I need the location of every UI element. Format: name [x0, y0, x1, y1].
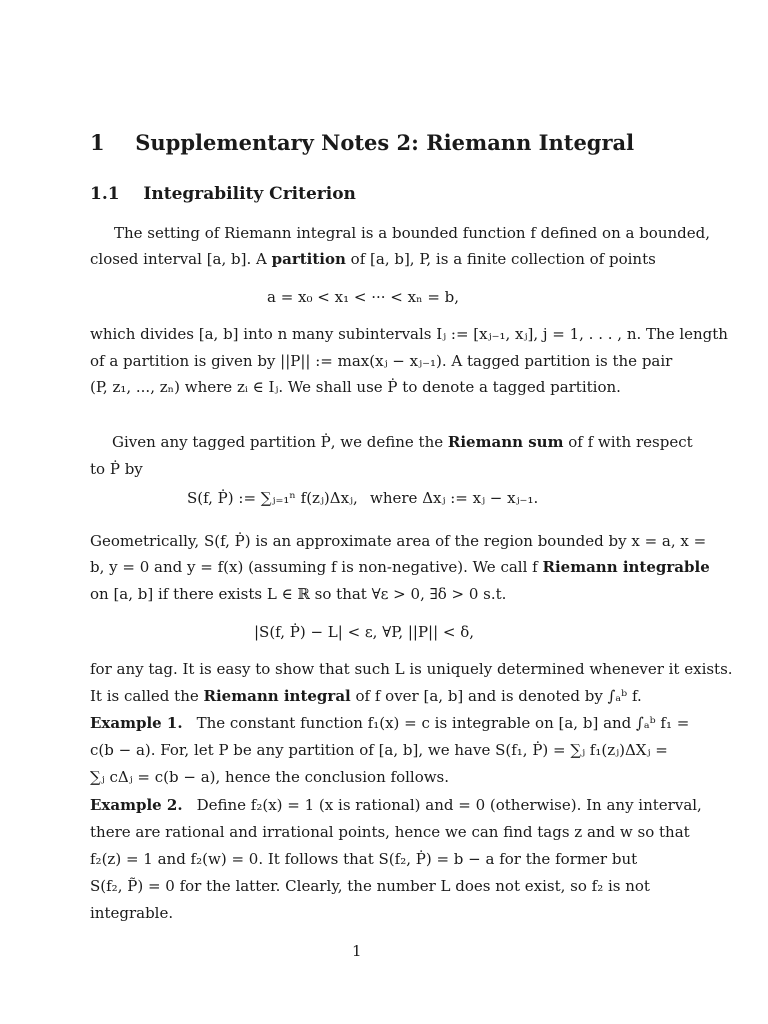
term-riemann-sum: Riemann sum	[447, 433, 564, 451]
section-title: Supplementary Notes 2: Riemann Integral	[135, 130, 635, 155]
text-span: Given any tagged partition Ṗ, we define the	[112, 433, 448, 451]
text-line: integrable.	[90, 904, 174, 922]
text-line: of a partition is given by ||P|| := max(xⱼ − xⱼ₋₁). A tagged partition is the pair	[90, 352, 673, 370]
text-line: f₂(z) = 1 and f₂(w) = 0. It follows that S(f₂, Ṗ) = b − a for the former but	[90, 850, 638, 868]
text-line: c(b − a). For, let P be any partition of [a, b], we have S(f₁, Ṗ) = ∑ⱼ f₁(zⱼ)ΔXⱼ =	[90, 741, 668, 759]
example-1-line	[90, 713, 689, 733]
text-line	[90, 686, 642, 706]
text-line: there are rational and irrational points, hence we can find tags z and w so that	[90, 823, 690, 841]
subsection-heading	[90, 184, 356, 204]
text-span: of [a, b], P, is a finite collection of points	[345, 250, 656, 268]
display-equation: where Δxⱼ := xⱼ − xⱼ₋₁.	[370, 489, 539, 507]
text-span: of f with respect	[563, 433, 693, 451]
text-span: closed interval [a, b]. A	[90, 250, 272, 268]
text-line: (P, z₁, ..., zₙ) where zᵢ ∈ Iⱼ. We shall use Ṗ to denote a tagged partition.	[90, 378, 621, 396]
text-line	[90, 557, 710, 577]
display-equation: S(f, Ṗ) := ∑ⱼ₌₁ⁿ f(zⱼ)Δxⱼ,	[187, 489, 358, 507]
section-number: 1	[90, 130, 105, 155]
text-line: S(f₂, P̃) = 0 for the latter. Clearly, the number L does not exist, so f₂ is not	[90, 877, 650, 895]
term-partition: partition	[271, 250, 346, 268]
text-span: of f over [a, b] and is denoted by ∫ₐᵇ f.	[350, 687, 642, 705]
example-label: Example 1.	[90, 714, 183, 732]
section-heading	[90, 130, 635, 155]
term-riemann-integrable: Riemann integrable	[542, 558, 710, 576]
text-line	[90, 249, 656, 269]
text-line: Geometrically, S(f, Ṗ) is an approximate area of the region bounded by x = a, x =	[90, 532, 707, 550]
display-equation: |S(f, Ṗ) − L| < ε, ∀P, ||P|| < δ,	[254, 623, 475, 641]
text-line: to Ṗ by	[90, 460, 143, 478]
display-equation: a = x₀ < x₁ < ··· < xₙ = b,	[267, 288, 460, 306]
text-line: ∑ⱼ cΔⱼ = c(b − a), hence the conclusion follows.	[90, 768, 450, 786]
example-2-line	[90, 795, 702, 815]
text-span: b, y = 0 and y = f(x) (assuming f is non-negative). We call f	[90, 558, 543, 576]
page-number: 1	[352, 942, 362, 960]
text-span: Define f₂(x) = 1 (x is rational) and = 0 (otherwise). In any interval,	[196, 796, 702, 814]
text-span: It is called the	[90, 687, 204, 705]
text-span: The constant function f₁(x) = c is integrable on [a, b] and ∫ₐᵇ f₁ =	[196, 714, 690, 732]
text-line: which divides [a, b] into n many subintervals Iⱼ := [xⱼ₋₁, xⱼ], j = 1, . . . , n. The length	[90, 325, 728, 343]
text-line: The setting of Riemann integral is a bounded function f defined on a bounded,	[114, 224, 711, 242]
example-label: Example 2.	[90, 796, 183, 814]
subsection-title: Integrability Criterion	[143, 184, 356, 204]
term-riemann-integral: Riemann integral	[203, 687, 351, 705]
text-line: on [a, b] if there exists L ∈ ℝ so that ∀ε > 0, ∃δ > 0 s.t.	[90, 585, 507, 603]
text-line: for any tag. It is easy to show that such L is uniquely determined whenever it exists.	[90, 660, 733, 678]
text-line	[112, 432, 693, 452]
subsection-number: 1.1	[90, 184, 120, 204]
